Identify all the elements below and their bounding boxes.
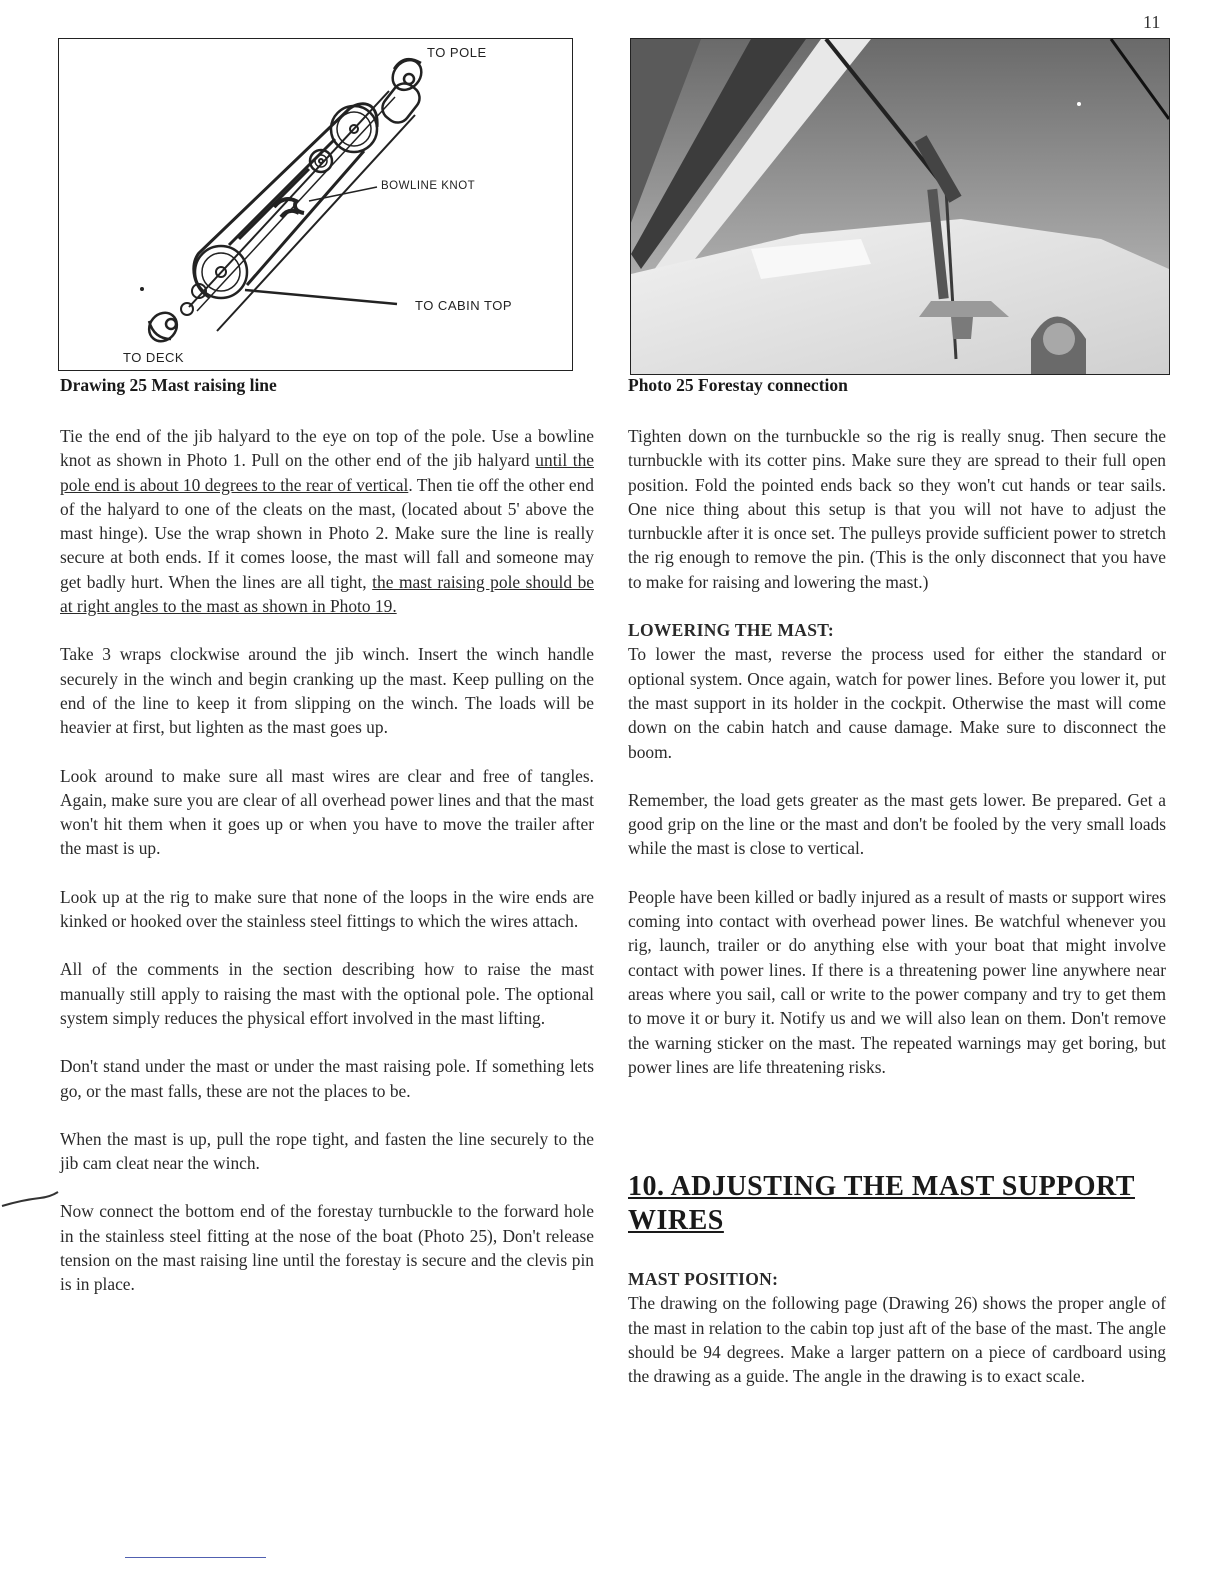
left-paragraph-8: Now connect the bottom end of the forestay turnbuckle to the forward hole in the stainless steel fitting at the nose of the boat (Photo 25), Don't release tension on the mast raising line until the forestay is secure and the clevis pin is in place.: [60, 1201, 594, 1295]
drawing-caption: Drawing 25 Mast raising line: [60, 375, 277, 395]
mast-position-heading: MAST POSITION:: [628, 1269, 779, 1289]
bottom-rule: [125, 1557, 266, 1558]
photo-forestay-connection: [630, 38, 1170, 375]
left-paragraph-4: Look up at the rig to make sure that none of the loops in the wire ends are kinked or hooked over the stainless steel fittings to which the wires attach.: [60, 886, 594, 932]
right-column-bottom: [628, 1267, 1166, 1388]
left-p1-part-b: . Then tie off the other end of the halyard to one of the cleats on the mast, (located about 5' above the mast hinge). Use the wrap shown in Photo 2. Make sure the line is really secure at both ends. If it comes loose, the mast will fall and someone may get badly hurt. When the lines are all tight,: [60, 474, 594, 592]
label-to-deck: TO DECK: [123, 350, 185, 365]
forestay-photo: [631, 39, 1169, 374]
drawing-mast-raising-line: [58, 38, 573, 371]
right-paragraph-4: People have been killed or badly injured as a result of masts or support wires coming into contact with overhead power lines. Be watchful whenever you rig, launch, trailer or do anything else with your boat that might involve contact with power lines. If there is a threatening power line anywhere near areas where you sail, call or write to the power company and try to get them to move it or bury it. Notify us and we will also lean on them. Don't remove the warning sticker on the mast. The repeated warnings may get boring, but power lines are life threatening risks.: [628, 886, 1166, 1077]
left-paragraph-3: Look around to make sure all mast wires are clear and free of tangles. Again, make sure you are clear of all overhead power lines and that the mast won't hit them when it goes up or when you have to move the trailer after the mast is up.: [60, 765, 594, 859]
label-to-cabin-top: TO CABIN TOP: [415, 298, 513, 313]
left-p1-part-a: Tie the end of the jib halyard to the eye on top of the pole. Use a bowline knot as shown in Photo 1. Pull on the other end of the jib halyard: [60, 426, 594, 471]
right-paragraph-5: The drawing on the following page (Drawing 26) shows the proper angle of the mast in relation to the cabin top just aft of the base of the mast. The angle should be 94 degrees. Make a larger pattern on a piece of cardboard using the drawing as a guide. The angle in the drawing is to exact scale.: [628, 1293, 1166, 1387]
right-paragraph-1: Tighten down on the turnbuckle so the rig is really snug. Then secure the turnbuckle with its cotter pins. Make sure they are spread to their full open position. Fold the pointed ends back so they won't cut hands or tear sails. One nice thing about this setup is that you will not have to adjust the turnbuckle after it is once set. The pulleys provide sufficient power to stretch the rig enough to remove the pin. (This is the only disconnect that you have to make for raising and lowering the mast.): [628, 426, 1166, 592]
section-heading: 10. ADJUSTING THE MAST SUPPORT WIRES: [628, 1171, 1135, 1236]
right-paragraph-3: Remember, the load gets greater as the mast gets lower. Be prepared. Get a good grip on the line or the mast and don't be fooled by the very small loads while the mast is close to vertical.: [628, 789, 1166, 859]
left-paragraph-2: Take 3 wraps clockwise around the jib winch. Insert the winch handle securely in the winch and begin cranking up the mast. Keep pulling on the end of the line to keep it from slipping on the winch. The loads will be heavier at first, but lighten as the mast goes up.: [60, 644, 594, 738]
left-paragraph-6: Don't stand under the mast or under the mast raising pole. If something lets go, or the mast falls, these are not the places to be.: [60, 1056, 594, 1101]
margin-pen-mark: [0, 1188, 60, 1218]
left-paragraph-5: All of the comments in the section describing how to raise the mast manually still apply to raising the mast with the optional pole. The optional system simply reduces the physical effort involved in the mast lifting.: [60, 959, 594, 1028]
lowering-heading: LOWERING THE MAST:: [628, 620, 835, 641]
page-number: 11: [1143, 12, 1161, 32]
left-paragraph-1: [60, 424, 594, 618]
left-paragraph-7: When the mast is up, pull the rope tight, and fasten the line securely to the jib cam cleat near the winch.: [60, 1128, 594, 1174]
left-column: [60, 424, 594, 1321]
label-bowline-knot: BOWLINE KNOT: [381, 180, 476, 192]
left-p1-underline-1: until the pole end is about 10 degrees to the rear of vertical: [60, 450, 594, 495]
right-column-top: [628, 424, 1166, 1079]
label-to-pole: TO POLE: [427, 45, 487, 60]
right-paragraph-2: To lower the mast, reverse the process used for either the standard or optional system. Once again, watch for power lines. Before you lower it, put the mast support in its holder in the cockpit. Otherwise the mast will come down on the cabin hatch and cause damage. Make sure to disconnect the boom.: [628, 644, 1166, 762]
left-p1-underline-2: the mast raising pole should be at right angles to the mast as shown in Photo 19.: [60, 571, 594, 617]
pulley-diagram: [59, 39, 574, 372]
photo-caption: Photo 25 Forestay connection: [628, 375, 848, 395]
